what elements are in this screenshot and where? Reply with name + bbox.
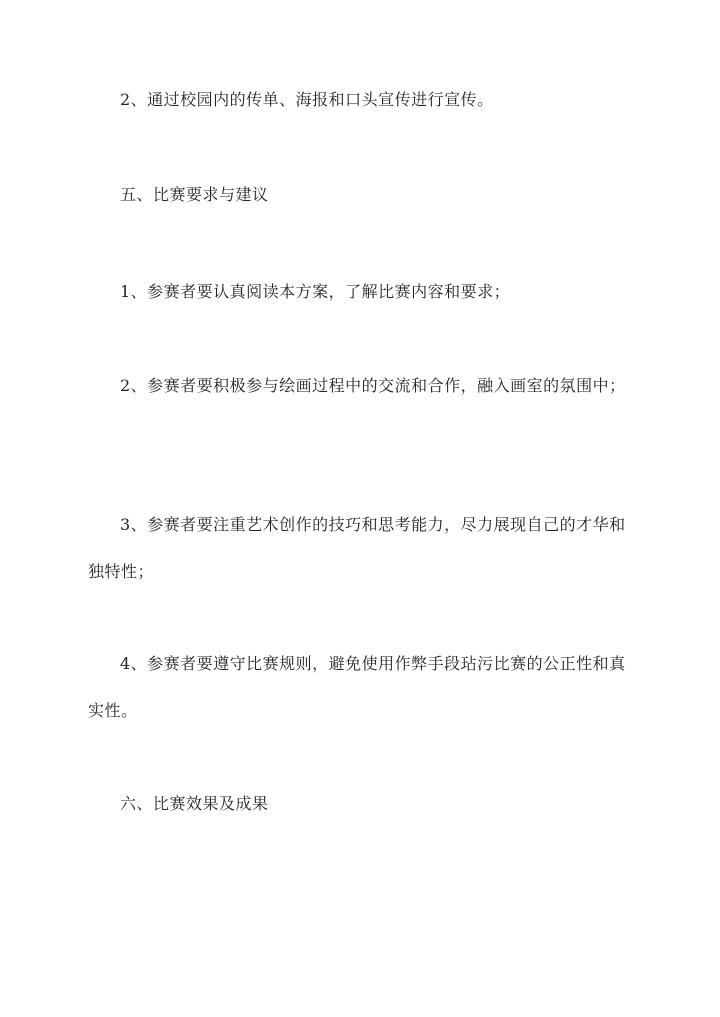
section-heading-requirements: 五、比赛要求与建议 [120,185,269,204]
paragraph-requirement-1: 1、参赛者要认真阅读本方案，了解比赛内容和要求； [120,282,511,301]
paragraph-requirement-4: 4、参赛者要遵守比赛规则，避免使用作弊手段玷污比赛的公正性和真实性。 [88,654,626,720]
section-heading-results: 六、比赛效果及成果 [120,794,269,813]
paragraph-requirement-2: 2、参赛者要积极参与绘画过程中的交流和合作，融入画室的氛围中； [120,376,626,395]
paragraph-promotion-method: 2、通过校园内的传单、海报和口头宣传进行宣传。 [120,90,494,109]
paragraph-requirement-3: 3、参赛者要注重艺术创作的技巧和思考能力，尽力展现自己的才华和独特性； [88,515,626,581]
